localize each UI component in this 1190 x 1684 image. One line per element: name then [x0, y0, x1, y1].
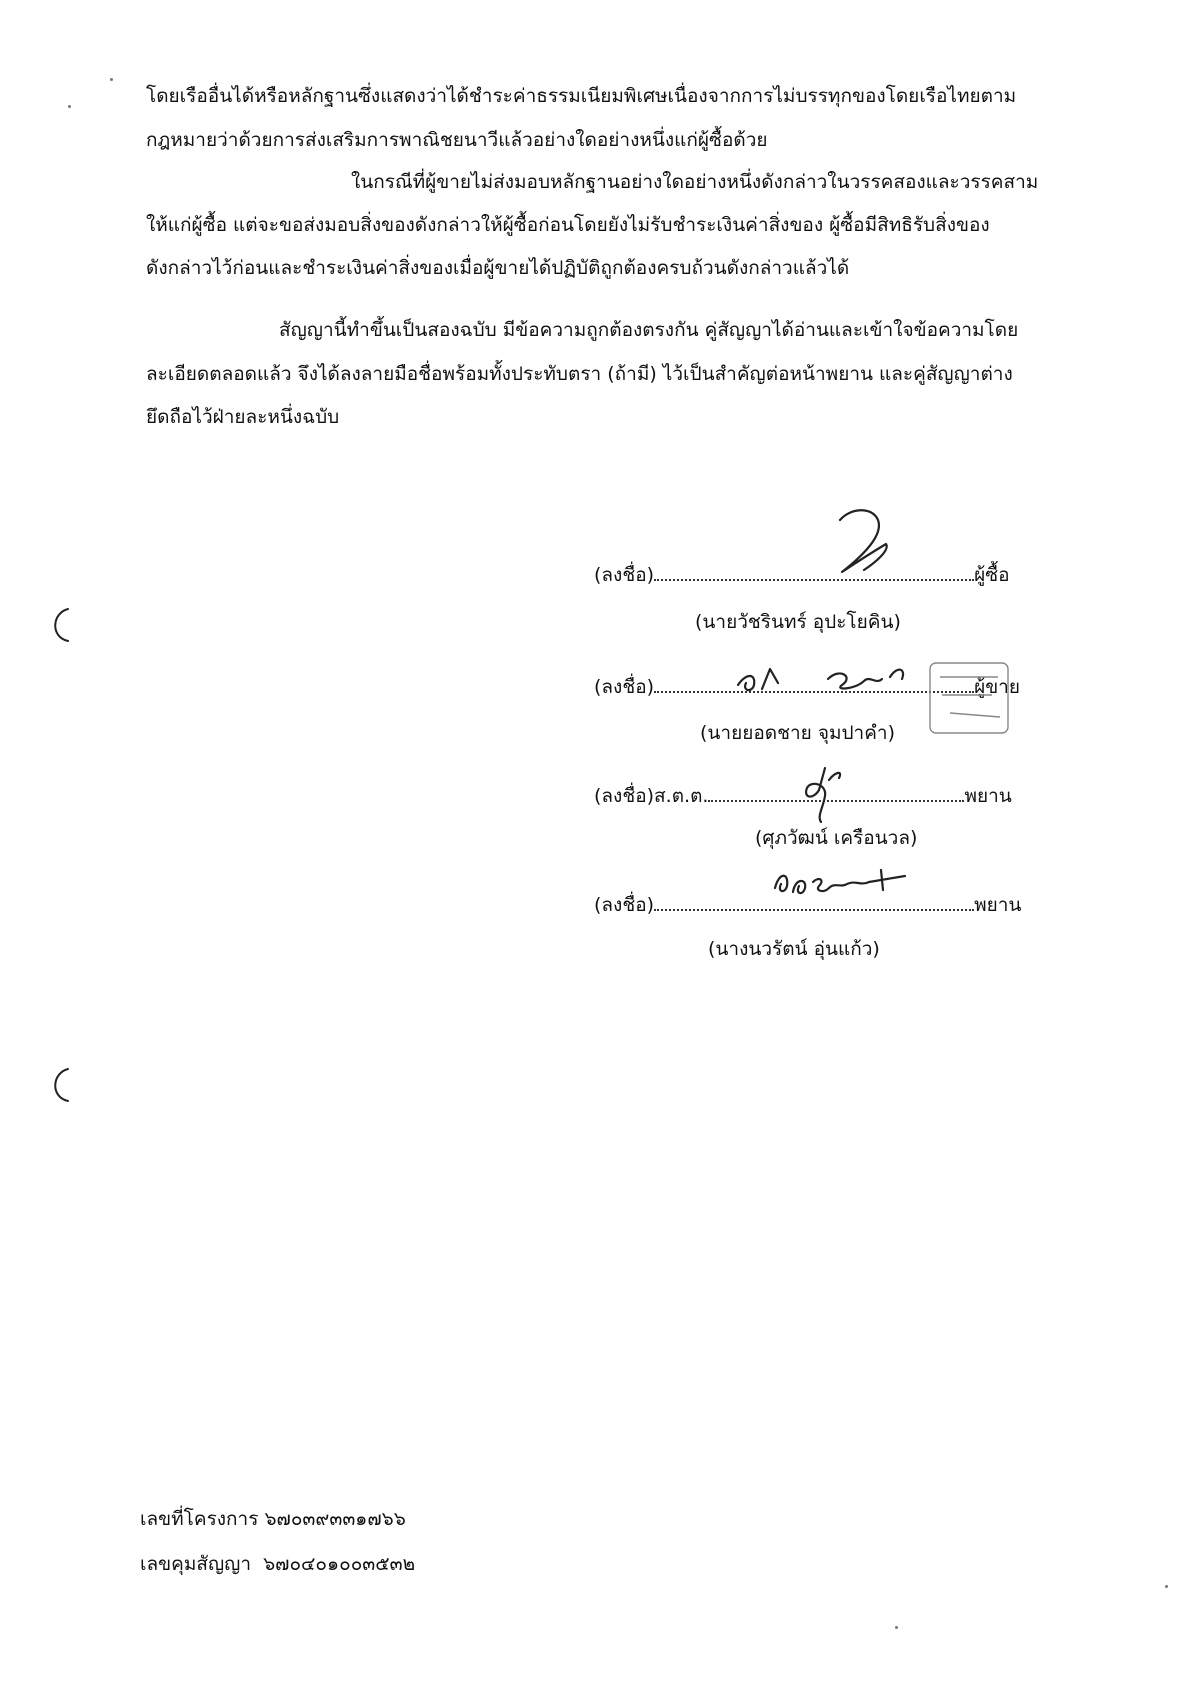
scan-speck — [68, 105, 71, 108]
punch-hole-mark — [44, 605, 74, 645]
witness1-signature-image — [795, 760, 855, 830]
witness1-name: (ศุภวัฒน์ เครือนวล) — [755, 827, 918, 849]
body-line: โดยเรืออื่นได้หรือหลักฐานซึ่งแสดงว่าได้ชำระค่าธรรมเนียมพิเศษเนื่องจากการไม่บรรทุกของโดยเรือไทยตาม — [146, 85, 1017, 107]
body-line: กฎหมายว่าด้วยการส่งเสริมการพาณิชยนาวีแล้วอย่างใดอย่างหนึ่งแก่ผู้ซื้อด้วย — [146, 129, 768, 151]
signature-prefix: (ลงชื่อ)ส.ต.ต. — [594, 785, 709, 807]
contract-number-line — [140, 1552, 415, 1576]
body-line: ในกรณีที่ผู้ขายไม่ส่งมอบหลักฐานอย่างใดอย่างหนึ่งดังกล่าวในวรรคสองและวรรคสาม — [351, 171, 1039, 193]
scan-speck — [895, 1626, 898, 1629]
project-number-value: ๖๗๐๓๙๓๓๑๗๖๖ — [264, 1508, 406, 1530]
signature-prefix: (ลงชื่อ) — [594, 564, 655, 586]
signature-prefix: (ลงชื่อ) — [594, 676, 655, 698]
body-line: ดังกล่าวไว้ก่อนและชำระเงินค่าสิ่งของเมื่อผู้ขายได้ปฏิบัติถูกต้องครบถ้วนดังกล่าวแล้วได้ — [146, 257, 850, 279]
signature-role: พยาน — [964, 785, 1012, 807]
signature-role: ผู้ซื้อ — [974, 564, 1010, 586]
buyer-signature-image — [820, 500, 900, 590]
buyer-name: (นายวัชรินทร์ อุปะโยคิน) — [695, 611, 901, 633]
signature-dots — [654, 563, 974, 581]
witness2-name: (นางนวรัตน์ อุ่นแก้ว) — [708, 938, 880, 960]
scan-speck — [110, 78, 113, 81]
contract-number-label: เลขคุมสัญญา — [140, 1553, 252, 1575]
body-line: สัญญานี้ทำขึ้นเป็นสองฉบับ มีข้อความถูกต้องตรงกัน คู่สัญญาได้อ่านและเข้าใจข้อความโดย — [279, 319, 1019, 341]
seller-name: (นายยอดชาย จุมปาคำ) — [700, 722, 896, 744]
signature-role: พยาน — [974, 894, 1022, 916]
signature-role: ผู้ขาย — [974, 676, 1020, 698]
project-number-label: เลขที่โครงการ — [140, 1508, 259, 1530]
signature-line-buyer — [594, 563, 1010, 587]
contract-number-value: ๖๗๐๔๐๑๐๐๓๕๓๒ — [263, 1553, 416, 1575]
punch-hole-mark — [44, 1065, 74, 1105]
scan-speck — [1165, 1585, 1168, 1588]
body-line: ละเอียดตลอดแล้ว จึงได้ลงลายมือชื่อพร้อมทั้งประทับตรา (ถ้ามี) ไว้เป็นสำคัญต่อหน้าพยาน และคู่สัญญาต่าง — [146, 363, 1013, 385]
body-line: ให้แก่ผู้ซื้อ แต่จะขอส่งมอบสิ่งของดังกล่าวให้ผู้ซื้อก่อนโดยยังไม่รับชำระเงินค่าสิ่งของ ผู้ซื้อมีสิทธิรับสิ่งของ — [146, 214, 990, 236]
body-line: ยึดถือไว้ฝ่ายละหนึ่งฉบับ — [146, 406, 340, 428]
project-number-line — [140, 1507, 406, 1531]
signature-prefix: (ลงชื่อ) — [594, 894, 655, 916]
witness2-signature-image — [765, 858, 925, 908]
